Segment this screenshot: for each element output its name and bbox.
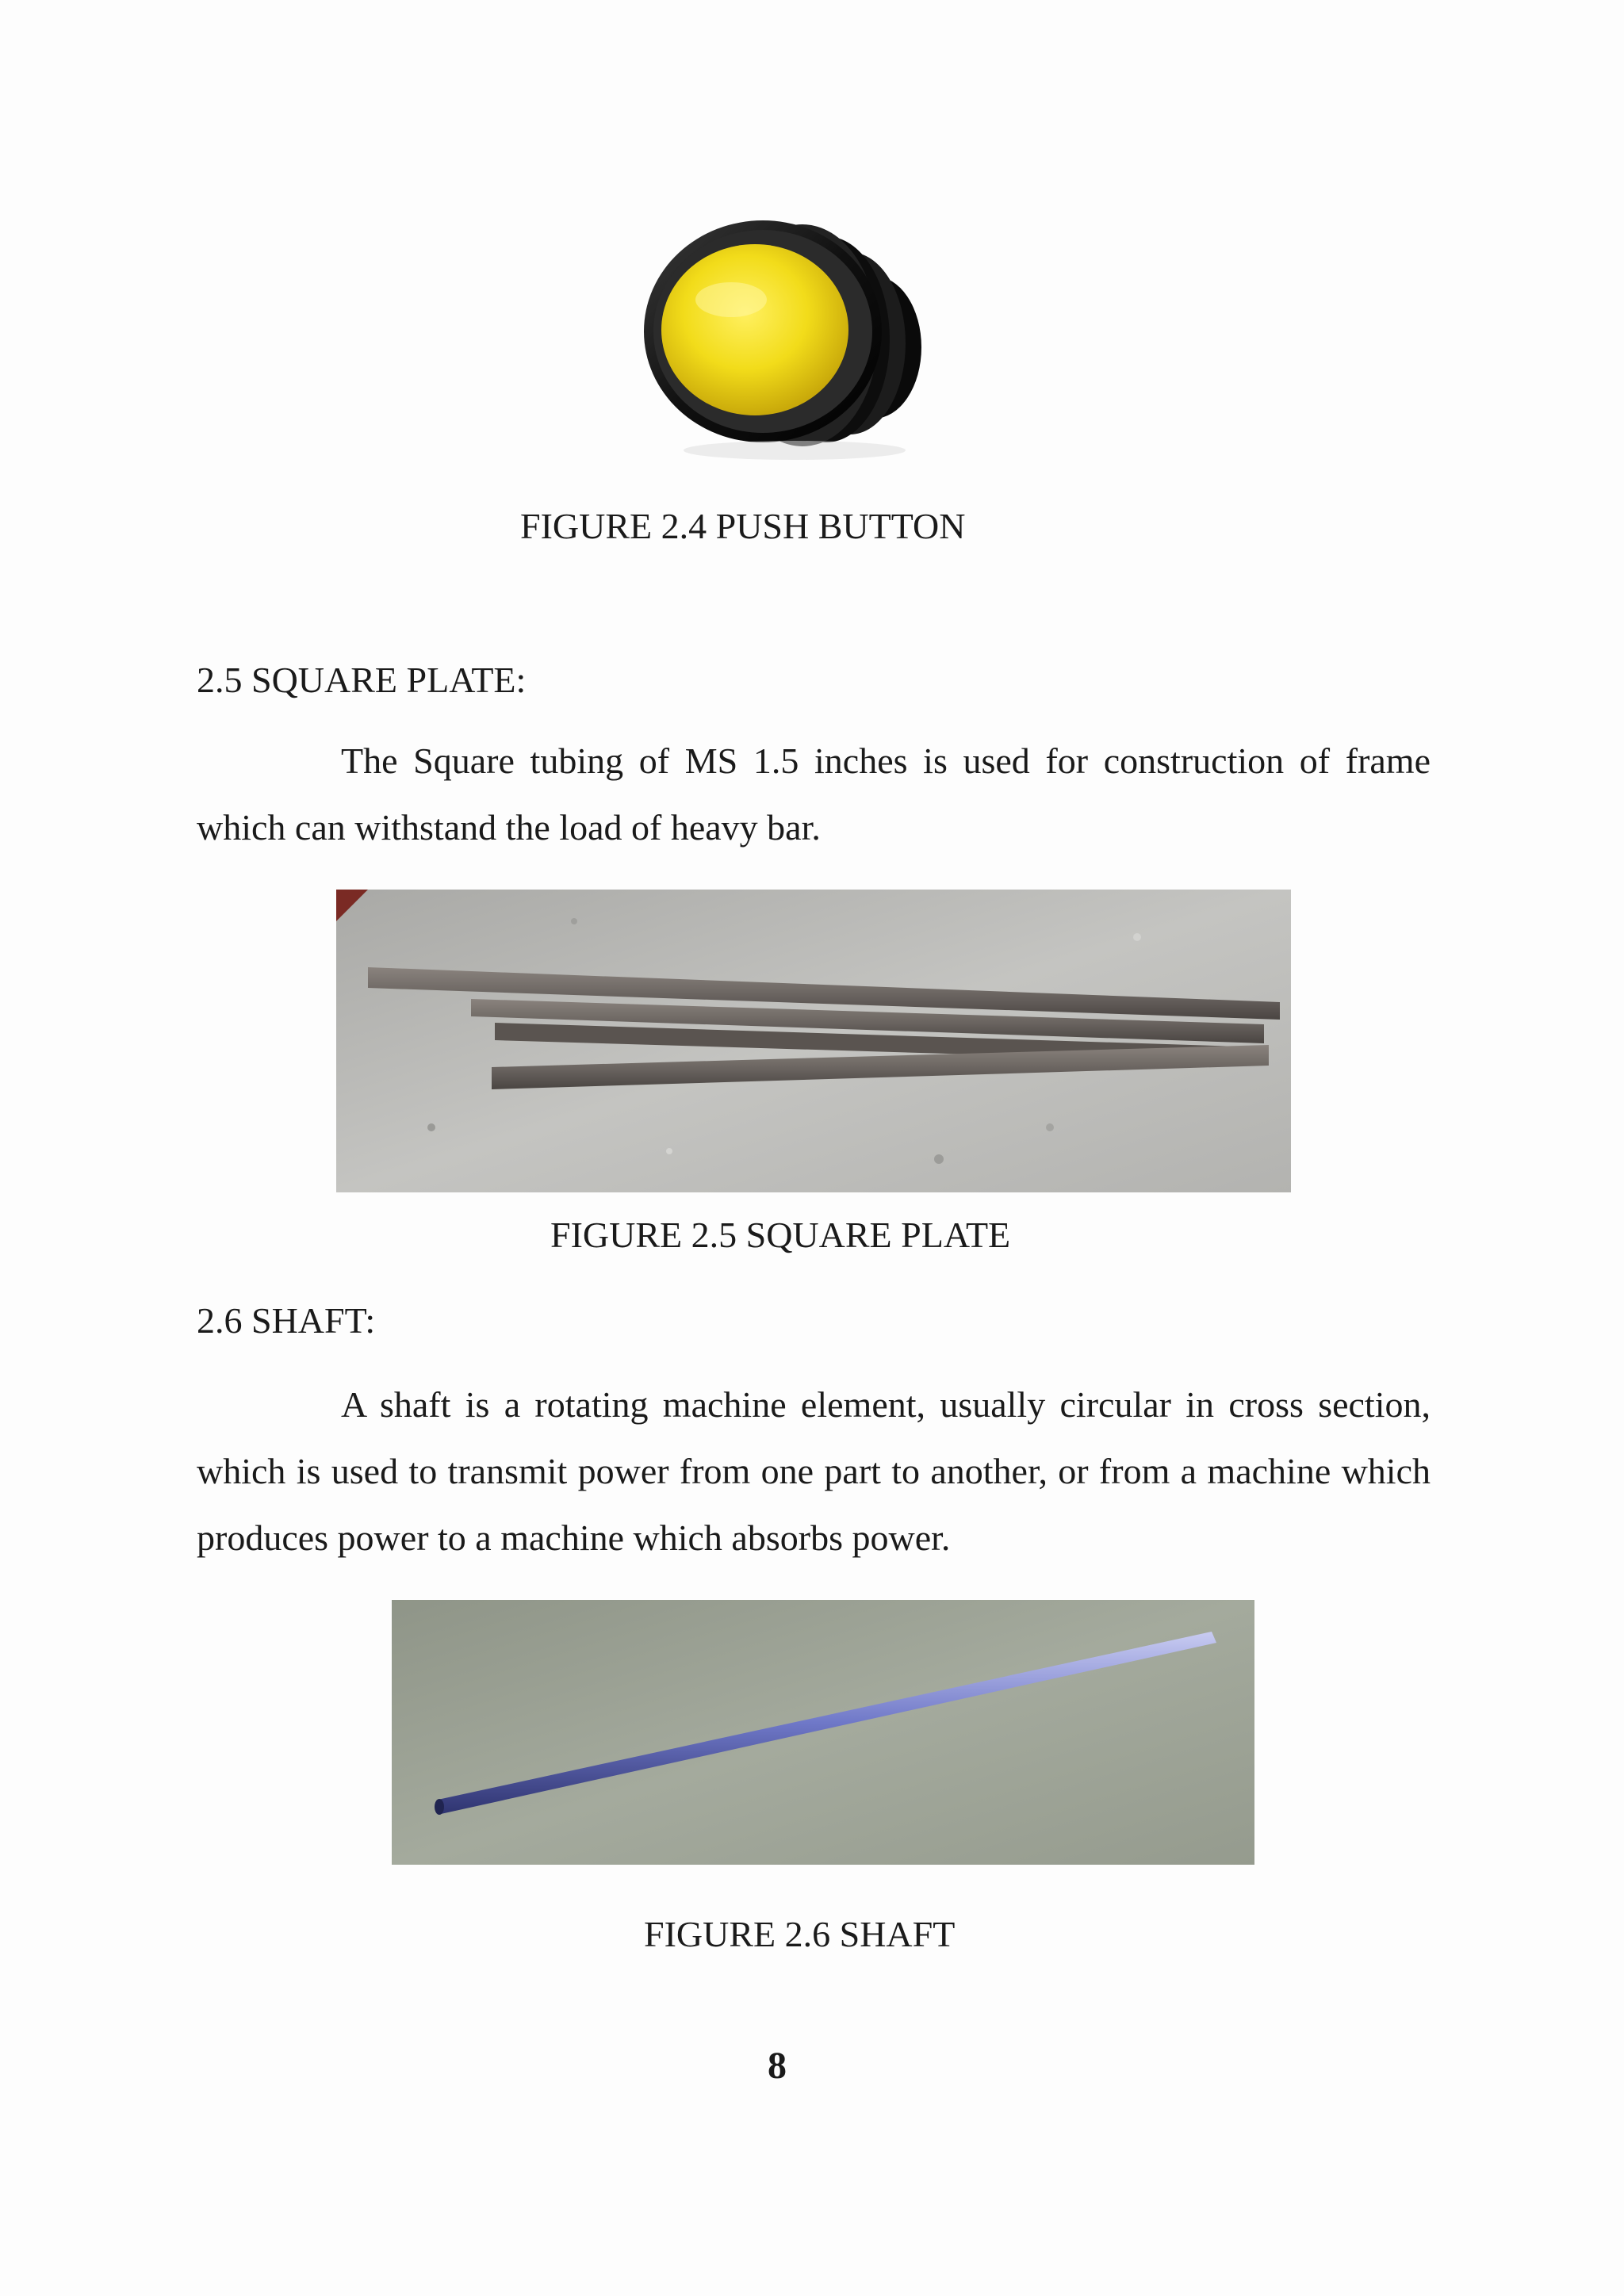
section-2-5-paragraph: The Square tubing of MS 1.5 inches is used for construction of frame which can withstand the load of heavy bar.: [197, 740, 1431, 848]
figure-2-6-caption: FIGURE 2.6 SHAFT: [644, 1914, 956, 1954]
square-plate-photo: [336, 890, 1291, 1192]
section-2-6-heading: 2.6 SHAFT:: [197, 1300, 376, 1341]
figure-2-4-caption: FIGURE 2.4 PUSH BUTTON: [520, 506, 966, 546]
figure-2-5-caption: FIGURE 2.5 SQUARE PLATE: [550, 1215, 1011, 1255]
section-2-6-paragraph: A shaft is a rotating machine element, usually circular in cross section, which is used to transmit power from one part to another, or from a machine which produces power to a machine which absorbs power.: [197, 1384, 1431, 1558]
shaft-photo: [392, 1600, 1254, 1865]
push-button-photo: [612, 212, 977, 466]
page-number: 8: [768, 2045, 787, 2087]
section-2-5-heading: 2.5 SQUARE PLATE:: [197, 660, 527, 700]
